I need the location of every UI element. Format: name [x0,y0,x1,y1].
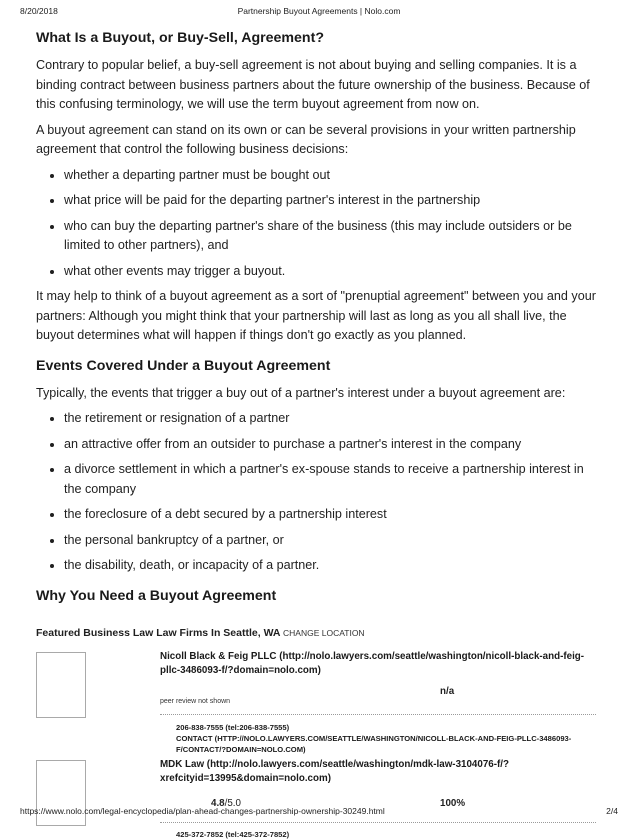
paragraph: Contrary to popular belief, a buy-sell agreement is not about buying and selling companies. It is a binding contract between business partners about the future ownership of the business. Because of this confusing terminology, we will use the term buyout agreement from now on. [36,58,590,111]
rating-value: 4.8 [211,797,225,809]
firm-name-link[interactable]: Nicoll Black & Feig PLLC (http://nolo.lawyers.com/seattle/washington/nicoll-black-and-feig-pllc-3486093-f/?domain=nolo.com) [160,650,585,676]
list-item: • the disability, death, or incapacity of a partner. [64,556,604,576]
print-footer [20,806,618,818]
list-item: • whether a departing partner must be bought out [64,166,604,186]
print-url: https://www.nolo.com/legal-encyclopedia/plan-ahead-changes-partnership-ownership-30249.html [20,806,385,816]
firm-card [36,646,604,754]
article-content [36,28,604,838]
bullet-list [36,166,604,282]
featured-heading: Featured Business Law Law Firms In Seattle, WA [36,626,281,639]
print-date: 8/20/2018 [20,6,58,16]
page-number: 2/4 [606,806,618,816]
firm-rating: n/a [440,685,455,697]
featured-title [36,626,604,640]
print-title: Partnership Buyout Agreements | Nolo.com [237,6,401,16]
firm-phone-link[interactable]: 206-838-7555 (tel:206-838-7555) [176,722,290,732]
change-location-link[interactable]: CHANGE LOCATION [283,627,365,638]
list-item: • the foreclosure of a debt secured by a partnership interest [64,505,604,525]
paragraph: It may help to think of a buyout agreement as a sort of "prenuptial agreement" between you and your partners: Although you might think that your partnership will last as long as you all shall live, the buyout determines what will happen if things don't go exactly as you planned. [36,289,596,342]
rating-max: /5.0 [224,797,241,809]
section-heading-events: Events Covered Under a Buyout Agreement [36,357,331,374]
firm-card [36,754,604,838]
section-heading-buyout: What Is a Buyout, or Buy-Sell, Agreement? [36,30,324,46]
firm-logo[interactable] [36,652,86,718]
firm-percent: 100% [440,797,466,809]
list-item: • a divorce settlement in which a partner's ex-spouse stands to receive a partnership interest in the company [64,460,604,499]
peer-review-note: peer review not shown [160,697,231,705]
list-item: • an attractive offer from an outsider to purchase a partner's interest in the company [64,435,604,455]
section-heading-why: Why You Need a Buyout Agreement [36,587,277,604]
list-item: • the retirement or resignation of a partner [64,409,604,429]
divider [160,822,596,823]
paragraph: A buyout agreement can stand on its own or can be several provisions in your written partnership agreement that control the following business decisions: [36,122,576,156]
list-item: • the personal bankruptcy of a partner, or [64,531,604,551]
print-header [20,6,618,18]
paragraph: Typically, the events that trigger a buy out of a partner's interest under a buyout agreement are: [36,385,566,400]
list-item: • what other events may trigger a buyout. [64,262,604,282]
firm-contact-block [176,722,596,755]
list-item: • what price will be paid for the departing partner's interest in the partnership [64,191,604,211]
divider [160,714,596,715]
list-item: • who can buy the departing partner's share of the business (this may include outsiders or be limited to other partners), and [64,217,604,256]
firm-contact-link[interactable]: CONTACT (HTTP://NOLO.LAWYERS.COM/SEATTLE/WASHINGTON/NICOLL-BLACK-AND-FEIG-PLLC-3486093-F/CONTACT/?DOMAIN=NOLO.COM) [176,733,572,754]
firm-name-link[interactable]: MDK Law (http://nolo.lawyers.com/seattle/washington/mdk-law-3104076-f/?xrefcityid=13995&domain=nolo.com) [160,758,509,784]
bullet-list [36,409,604,576]
firm-phone-link[interactable]: 425-372-7852 (tel:425-372-7852) [176,829,290,839]
